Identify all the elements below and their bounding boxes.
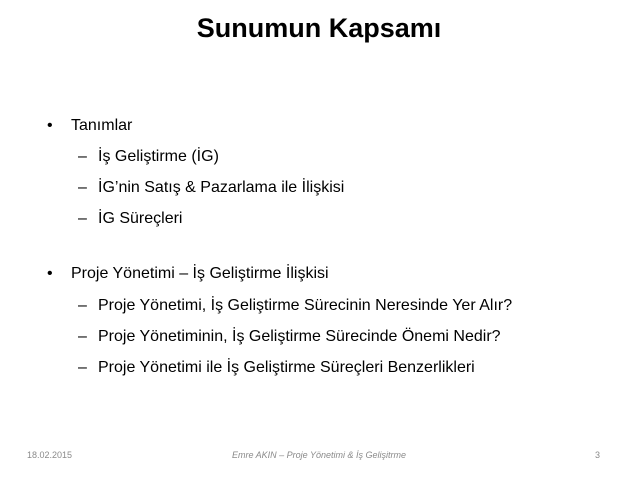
- sub-item-text: Proje Yönetimi, İş Geliştirme Sürecinin Neresinde Yer Alır?: [98, 297, 513, 314]
- sub-item-marker: –: [78, 148, 87, 165]
- sub-item-marker: –: [78, 328, 87, 345]
- sub-item-marker: –: [78, 210, 87, 227]
- footer-date: 18.02.2015: [27, 450, 73, 460]
- sub-item-text: İG’nin Satış & Pazarlama ile İlişkisi: [98, 179, 345, 196]
- page-number: 3: [594, 450, 600, 460]
- sub-item-marker: –: [78, 297, 87, 314]
- slide-title: Sunumun Kapsamı: [196, 13, 442, 43]
- bullet-marker: •: [47, 265, 53, 282]
- bullet-text: Proje Yönetimi – İş Geliştirme İlişkisi: [71, 265, 329, 282]
- sub-item-text: Proje Yönetimi ile İş Geliştirme Süreçleri Benzerlikleri: [98, 359, 475, 376]
- sub-item-marker: –: [78, 179, 87, 196]
- sub-item-marker: –: [78, 359, 87, 376]
- footer-text: Emre AKIN – Proje Yönetimi & İş Gelişitrme: [231, 450, 407, 460]
- sub-item-text: Proje Yönetiminin, İş Geliştirme Sürecinde Önemi Nedir?: [98, 328, 501, 345]
- sub-item-text: İş Geliştirme (İG): [98, 148, 219, 165]
- bullet-marker: •: [47, 117, 53, 134]
- bullet-text: Tanımlar: [71, 117, 133, 134]
- sub-item-text: İG Süreçleri: [98, 210, 183, 227]
